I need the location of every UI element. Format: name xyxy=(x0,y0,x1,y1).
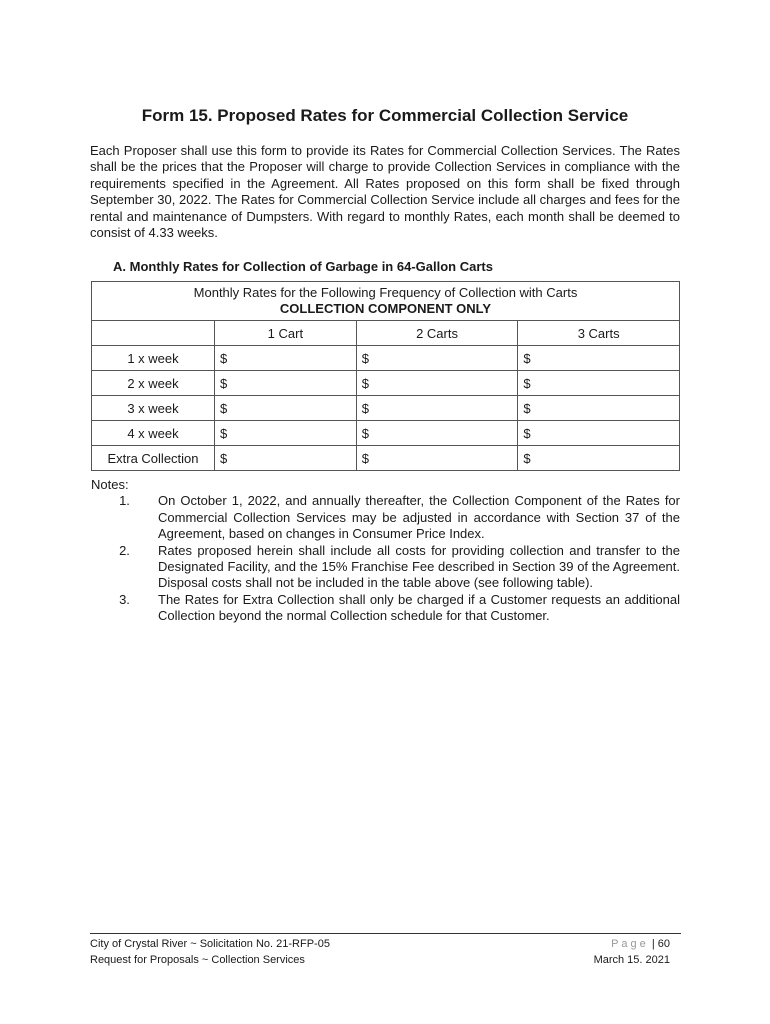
rate-cell[interactable]: $ xyxy=(356,446,518,471)
rate-cell[interactable]: $ xyxy=(215,421,357,446)
notes-section xyxy=(91,477,680,625)
table-row xyxy=(92,371,680,396)
section-heading: A. Monthly Rates for Collection of Garbage in 64-Gallon Carts xyxy=(113,259,493,274)
row-label: 4 x week xyxy=(92,421,215,446)
table-row xyxy=(92,446,680,471)
caption-line-2: COLLECTION COMPONENT ONLY xyxy=(279,301,492,316)
footer-right xyxy=(594,937,670,968)
caption-line-1: Monthly Rates for the Following Frequency of Collection with Carts xyxy=(193,285,578,300)
empty-header-cell xyxy=(92,321,215,346)
table-caption xyxy=(92,282,680,321)
rate-cell[interactable]: $ xyxy=(518,396,680,421)
footer-left xyxy=(90,937,330,968)
row-label: 2 x week xyxy=(92,371,215,396)
rates-table xyxy=(91,281,680,471)
note-item xyxy=(91,543,680,592)
note-text: Rates proposed herein shall include all costs for providing collection and transfer to the Designated Facility, and the 15% Franchise Fee described in Section 39 of the Agreement. Disposal costs shall not be included in the table above (see following table). xyxy=(158,542,680,591)
page-title: Form 15. Proposed Rates for Commercial Collection Service xyxy=(141,106,629,125)
page-word: Page xyxy=(611,938,649,950)
column-header-row xyxy=(92,321,680,346)
row-label: 1 x week xyxy=(92,346,215,371)
intro-paragraph: Each Proposer shall use this form to provide its Rates for Commercial Collection Services. The Rates shall be the prices that the Proposer will charge to provide Collection Services in compliance with the requirements specified in the Agreement. All Rates proposed on this form shall be fixed through September 30, 2022. The Rates for Commercial Collection Service include all charges and fees for the rental and maintenance of Dumpsters. With regard to monthly Rates, each month shall be deemed to consist of 4.33 weeks. xyxy=(90,143,680,241)
note-item xyxy=(91,592,680,625)
row-label: 3 x week xyxy=(92,396,215,421)
rate-cell[interactable]: $ xyxy=(356,421,518,446)
rate-cell[interactable]: $ xyxy=(215,396,357,421)
note-text: The Rates for Extra Collection shall only be charged if a Customer requests an additional Collection beyond the normal Collection schedule for that Customer. xyxy=(158,591,680,624)
rate-cell[interactable]: $ xyxy=(518,421,680,446)
table-row xyxy=(92,421,680,446)
column-header: 2 Carts xyxy=(356,321,518,346)
rate-cell[interactable]: $ xyxy=(356,396,518,421)
page-separator: | xyxy=(648,938,658,950)
rate-cell[interactable]: $ xyxy=(356,371,518,396)
notes-heading: Notes: xyxy=(91,477,129,492)
page-indicator xyxy=(594,937,670,953)
note-text: On October 1, 2022, and annually thereafter, the Collection Component of the Rates for Commercial Collection Services may be adjusted in accordance with Section 37 of the Agreement, based on changes in Consumer Price Index. xyxy=(158,493,680,542)
footer-rfp-title: Request for Proposals ~ Collection Services xyxy=(90,953,305,966)
row-label: Extra Collection xyxy=(92,446,215,471)
table-row xyxy=(92,346,680,371)
rate-cell[interactable]: $ xyxy=(356,346,518,371)
rate-cell[interactable]: $ xyxy=(215,346,357,371)
rate-cell[interactable]: $ xyxy=(215,446,357,471)
note-item xyxy=(91,493,680,542)
note-number: 3. xyxy=(119,591,130,607)
column-header: 3 Carts xyxy=(518,321,680,346)
table-caption-row xyxy=(92,282,680,321)
rate-cell[interactable]: $ xyxy=(518,346,680,371)
table-row xyxy=(92,396,680,421)
footer-date: March 15. 2021 xyxy=(593,953,670,966)
rate-cell[interactable]: $ xyxy=(215,371,357,396)
note-number: 1. xyxy=(119,493,130,509)
rate-cell[interactable]: $ xyxy=(518,446,680,471)
footer-divider xyxy=(90,933,681,934)
rate-cell[interactable]: $ xyxy=(518,371,680,396)
note-number: 2. xyxy=(119,542,130,558)
column-header: 1 Cart xyxy=(215,321,357,346)
footer-solicitation: City of Crystal River ~ Solicitation No. 21-RFP-05 xyxy=(90,938,330,950)
page-number: 60 xyxy=(657,938,670,950)
